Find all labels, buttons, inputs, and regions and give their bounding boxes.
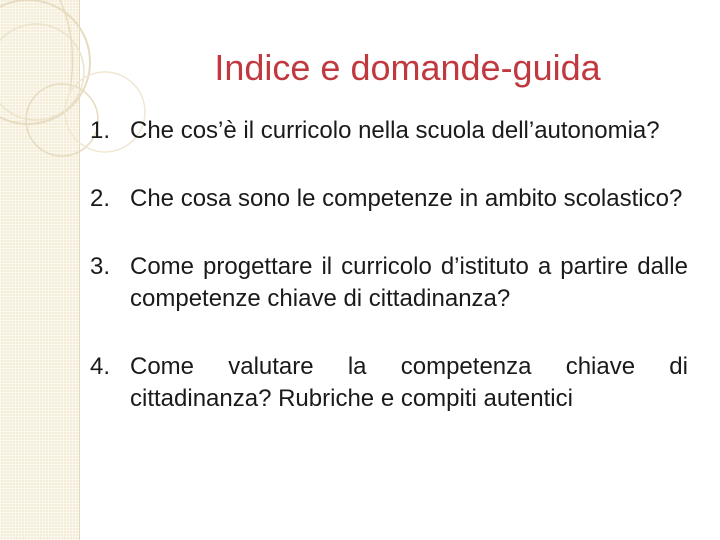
item-text: Come progettare il curricolo d’istituto a partire dalle competenze chiave di cittadinanza? <box>130 253 688 312</box>
item-text: Che cos’è il curricolo nella scuola dell’autonomia? <box>130 117 660 144</box>
item-number: 4. <box>90 353 111 380</box>
list-item <box>90 115 688 147</box>
list-item <box>90 183 688 215</box>
item-text: Come valutare la competenza chiave di cittadinanza? Rubriche e compiti autentici <box>130 353 688 412</box>
item-number: 3. <box>90 253 111 280</box>
item-number: 1. <box>90 117 111 144</box>
question-list <box>90 115 688 415</box>
slide-title: Indice e domande-guida <box>214 47 601 88</box>
list-item <box>90 251 688 315</box>
item-text: Che cosa sono le competenze in ambito scolastico? <box>130 185 683 212</box>
item-number: 2. <box>90 185 111 212</box>
list-item <box>90 351 688 415</box>
